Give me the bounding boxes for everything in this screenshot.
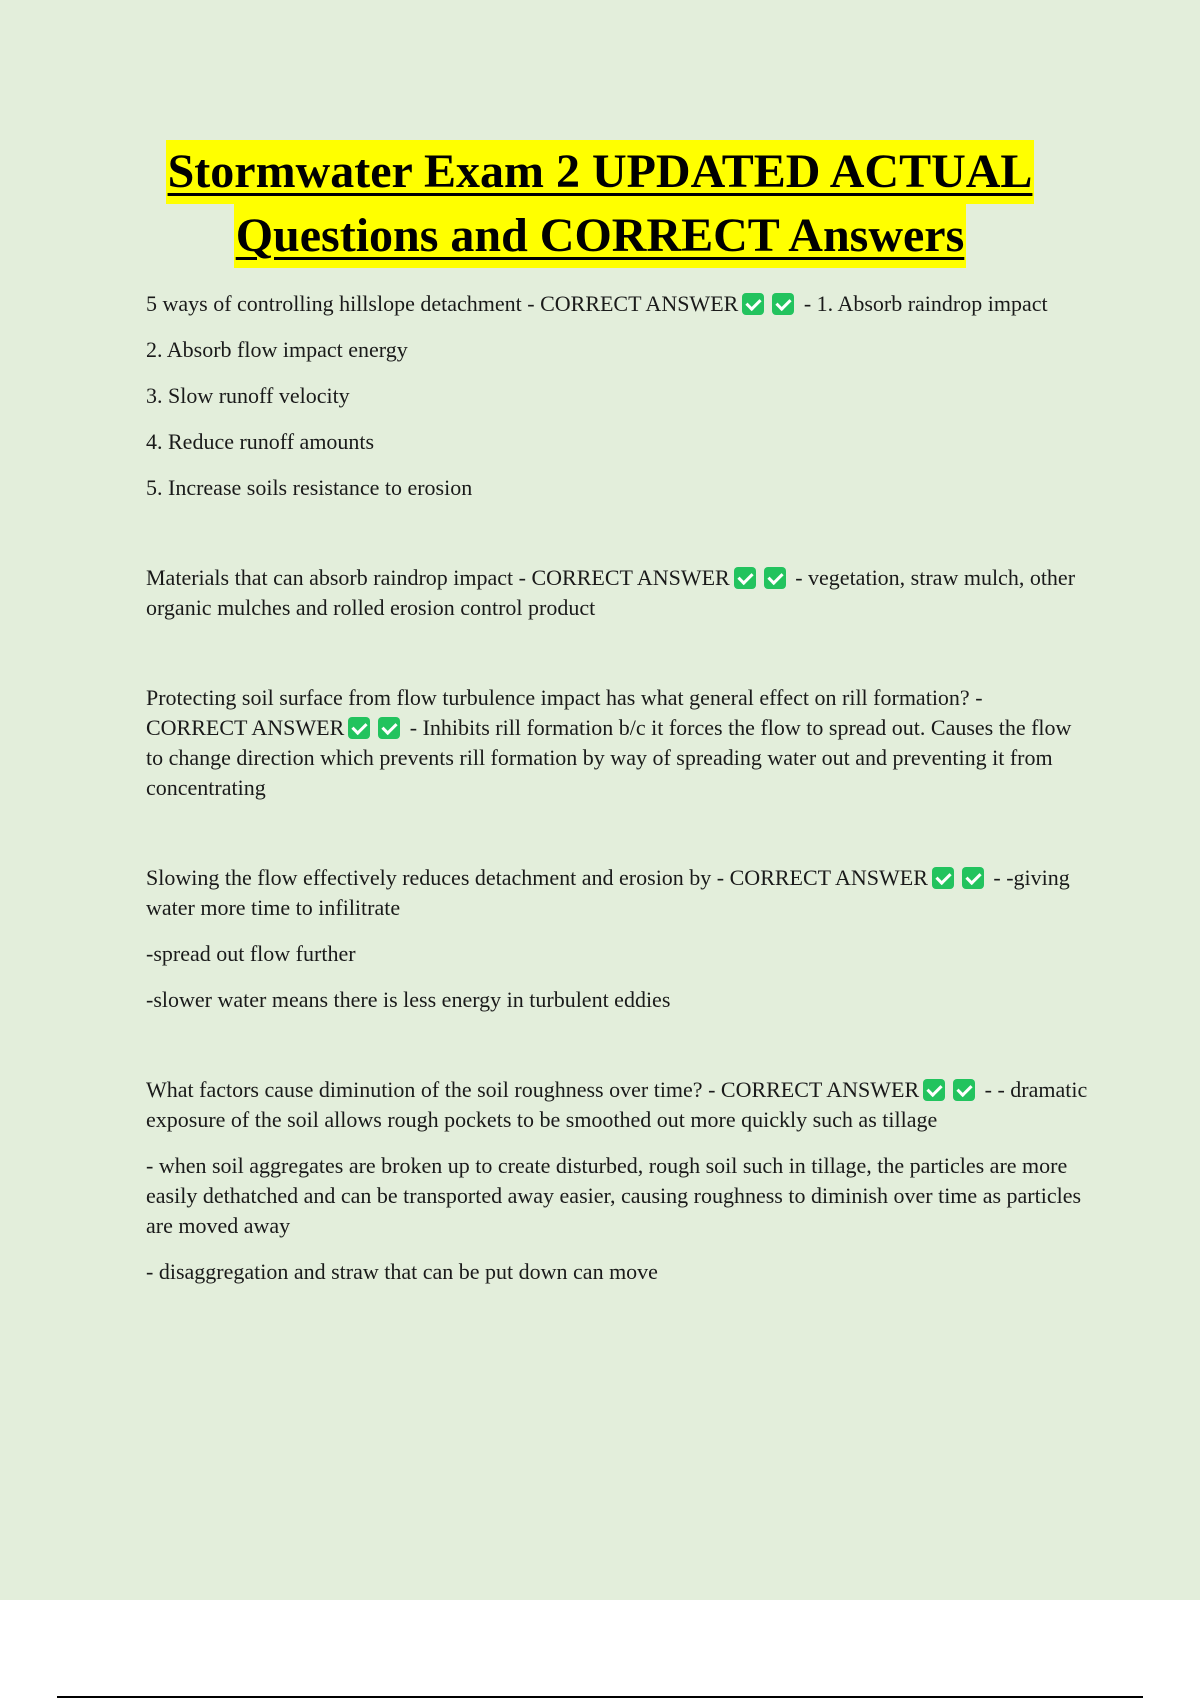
title-line-1: Stormwater Exam 2 UPDATED ACTUAL [166, 140, 1035, 204]
qa-question [146, 289, 1088, 319]
answer-text: - 1. Absorb raindrop impact [798, 291, 1048, 316]
check-icon [348, 717, 370, 739]
footer-divider [57, 1696, 1143, 1698]
check-icon [772, 293, 794, 315]
answer-text: - Inhibits rill formation b/c it forces the flow to spread out. Causes the flow to change direction which prevents rill formation by way of spreading water out and preventing it from concentrating [146, 715, 1072, 800]
question-text: 5 ways of controlling hillslope detachment - CORRECT ANSWER [146, 291, 739, 316]
check-icon [764, 567, 786, 589]
qa-item [146, 289, 1088, 503]
check-icon [953, 1079, 975, 1101]
answer-text: - vegetation, straw mulch, other organic mulches and rolled erosion control product [146, 565, 1076, 620]
answer-line: 2. Absorb flow impact energy [146, 337, 408, 362]
answer-line: 5. Increase soils resistance to erosion [146, 475, 473, 500]
check-icon [923, 1079, 945, 1101]
answer-line: - when soil aggregates are broken up to create disturbed, rough soil such in tillage, the particles are more easily dethatched and can be transported away easier, causing roughness to diminish over time as particles are moved away [146, 1153, 1082, 1238]
check-icon [932, 867, 954, 889]
spacer [146, 1031, 1088, 1075]
check-icon [378, 717, 400, 739]
spacer [146, 519, 1088, 563]
spacer [146, 639, 1088, 683]
qa-question [146, 863, 1088, 923]
qa-item [146, 863, 1088, 1015]
check-icon [742, 293, 764, 315]
answer-text: - - dramatic exposure of the soil allows rough pockets to be smoothed out more quickly such as tillage [146, 1077, 1088, 1132]
qa-question [146, 683, 1088, 803]
question-text: Slowing the flow effectively reduces detachment and erosion by - CORRECT ANSWER [146, 865, 928, 890]
check-icon [734, 567, 756, 589]
qa-question [146, 563, 1088, 623]
document-title [0, 140, 1200, 268]
qa-question [146, 1075, 1088, 1135]
answer-line: 4. Reduce runoff amounts [146, 429, 375, 454]
qa-list [146, 289, 1088, 1303]
answer-line: -slower water means there is less energy in turbulent eddies [146, 987, 671, 1012]
answer-line: -spread out flow further [146, 941, 356, 966]
question-text: Materials that can absorb raindrop impact - CORRECT ANSWER [146, 565, 730, 590]
spacer [146, 819, 1088, 863]
answer-text: - -giving water more time to infilitrate [146, 865, 1070, 920]
answer-line: - disaggregation and straw that can be put down can move [146, 1259, 658, 1284]
answer-line: 3. Slow runoff velocity [146, 383, 350, 408]
check-icon [962, 867, 984, 889]
title-line-2: Questions and CORRECT Answers [234, 204, 967, 268]
qa-item [146, 683, 1088, 803]
question-text: What factors cause diminution of the soil roughness over time? - CORRECT ANSWER [146, 1077, 920, 1102]
qa-item [146, 1075, 1088, 1287]
question-text: Protecting soil surface from flow turbulence impact has what general effect on rill formation? - CORRECT ANSWER [146, 685, 983, 740]
qa-item [146, 563, 1088, 623]
